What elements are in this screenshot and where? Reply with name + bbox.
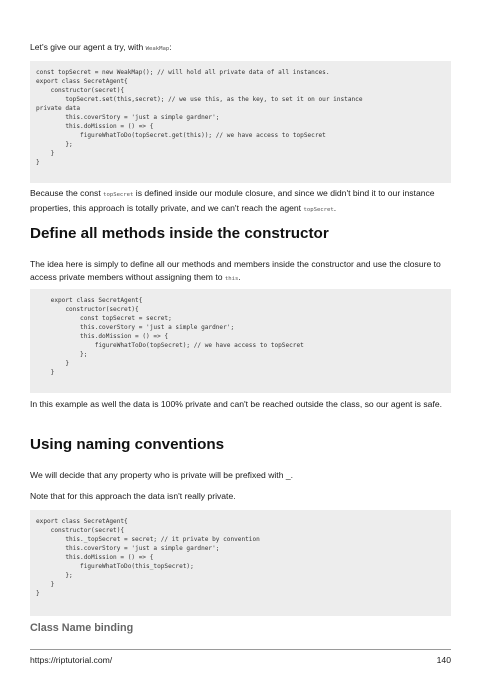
inline-code-topsecret-2: topSecret [303, 206, 334, 213]
private-data-paragraph: In this example as well the data is 100% private and can't be reached outside the class, so our agent is safe. [30, 399, 442, 409]
code-block-constructor: export class SecretAgent{ constructor(secret){ const topSecret = secret; this.coverStory = 'just a simple gardner'; this.doMission = () => { figureWhatToDo(topSecret); // we have access to topSecret }; } } [30, 289, 451, 393]
subsection-heading-class-name-binding: Class Name binding [30, 622, 134, 634]
inline-code-weakmap: WeakMap [145, 46, 170, 52]
footer-url: https://riptutorial.com/ [30, 655, 113, 665]
section-heading-constructor: Define all methods inside the constructor [30, 225, 329, 242]
section-heading-naming: Using naming conventions [30, 436, 225, 453]
intro-paragraph [30, 41, 172, 56]
constructor-explanation-paragraph: The idea here is simply to define all our methods and members inside the constructor and use the closure to access private members without assigning them to this. [30, 259, 441, 282]
page-footer [30, 649, 451, 665]
inline-code-this: this [224, 275, 239, 282]
weakmap-explanation-paragraph: Because the const topSecret is defined inside our module closure, and since we didn't bind it to our instance properties, this approach is totally private, and we can't reach the agent topSecret. [30, 188, 435, 213]
page-number: 140 [436, 655, 451, 665]
naming-convention-paragraph: We will decide that any property who is private will be prefixed with _. [30, 470, 294, 480]
intro-text: Let's give our agent a try, with [30, 42, 146, 52]
intro-suffix: : [169, 42, 172, 52]
inline-code-topsecret: topSecret [103, 192, 134, 198]
not-private-note-paragraph: Note that for this approach the data isn't really private. [30, 491, 236, 501]
code-block-naming: export class SecretAgent{ constructor(secret){ this._topSecret = secret; // it private by convention this.coverStory = 'just a simple gardner'; this.doMission = () => { figureWhatToDo(this_topSecret); }; } } [30, 510, 451, 616]
code-block-weakmap: const topSecret = new WeakMap(); // will hold all private data of all instances. export class SecretAgent{ constructor(secret){ topSecret.set(this,secret); // we use this, as the key, to set it on our instance private data this.coverStory = 'just a simple gardner'; this.doMission = () => { figureWhatToDo(topSecret.get(this)); // we have access to topSecret }; } } [30, 61, 451, 183]
